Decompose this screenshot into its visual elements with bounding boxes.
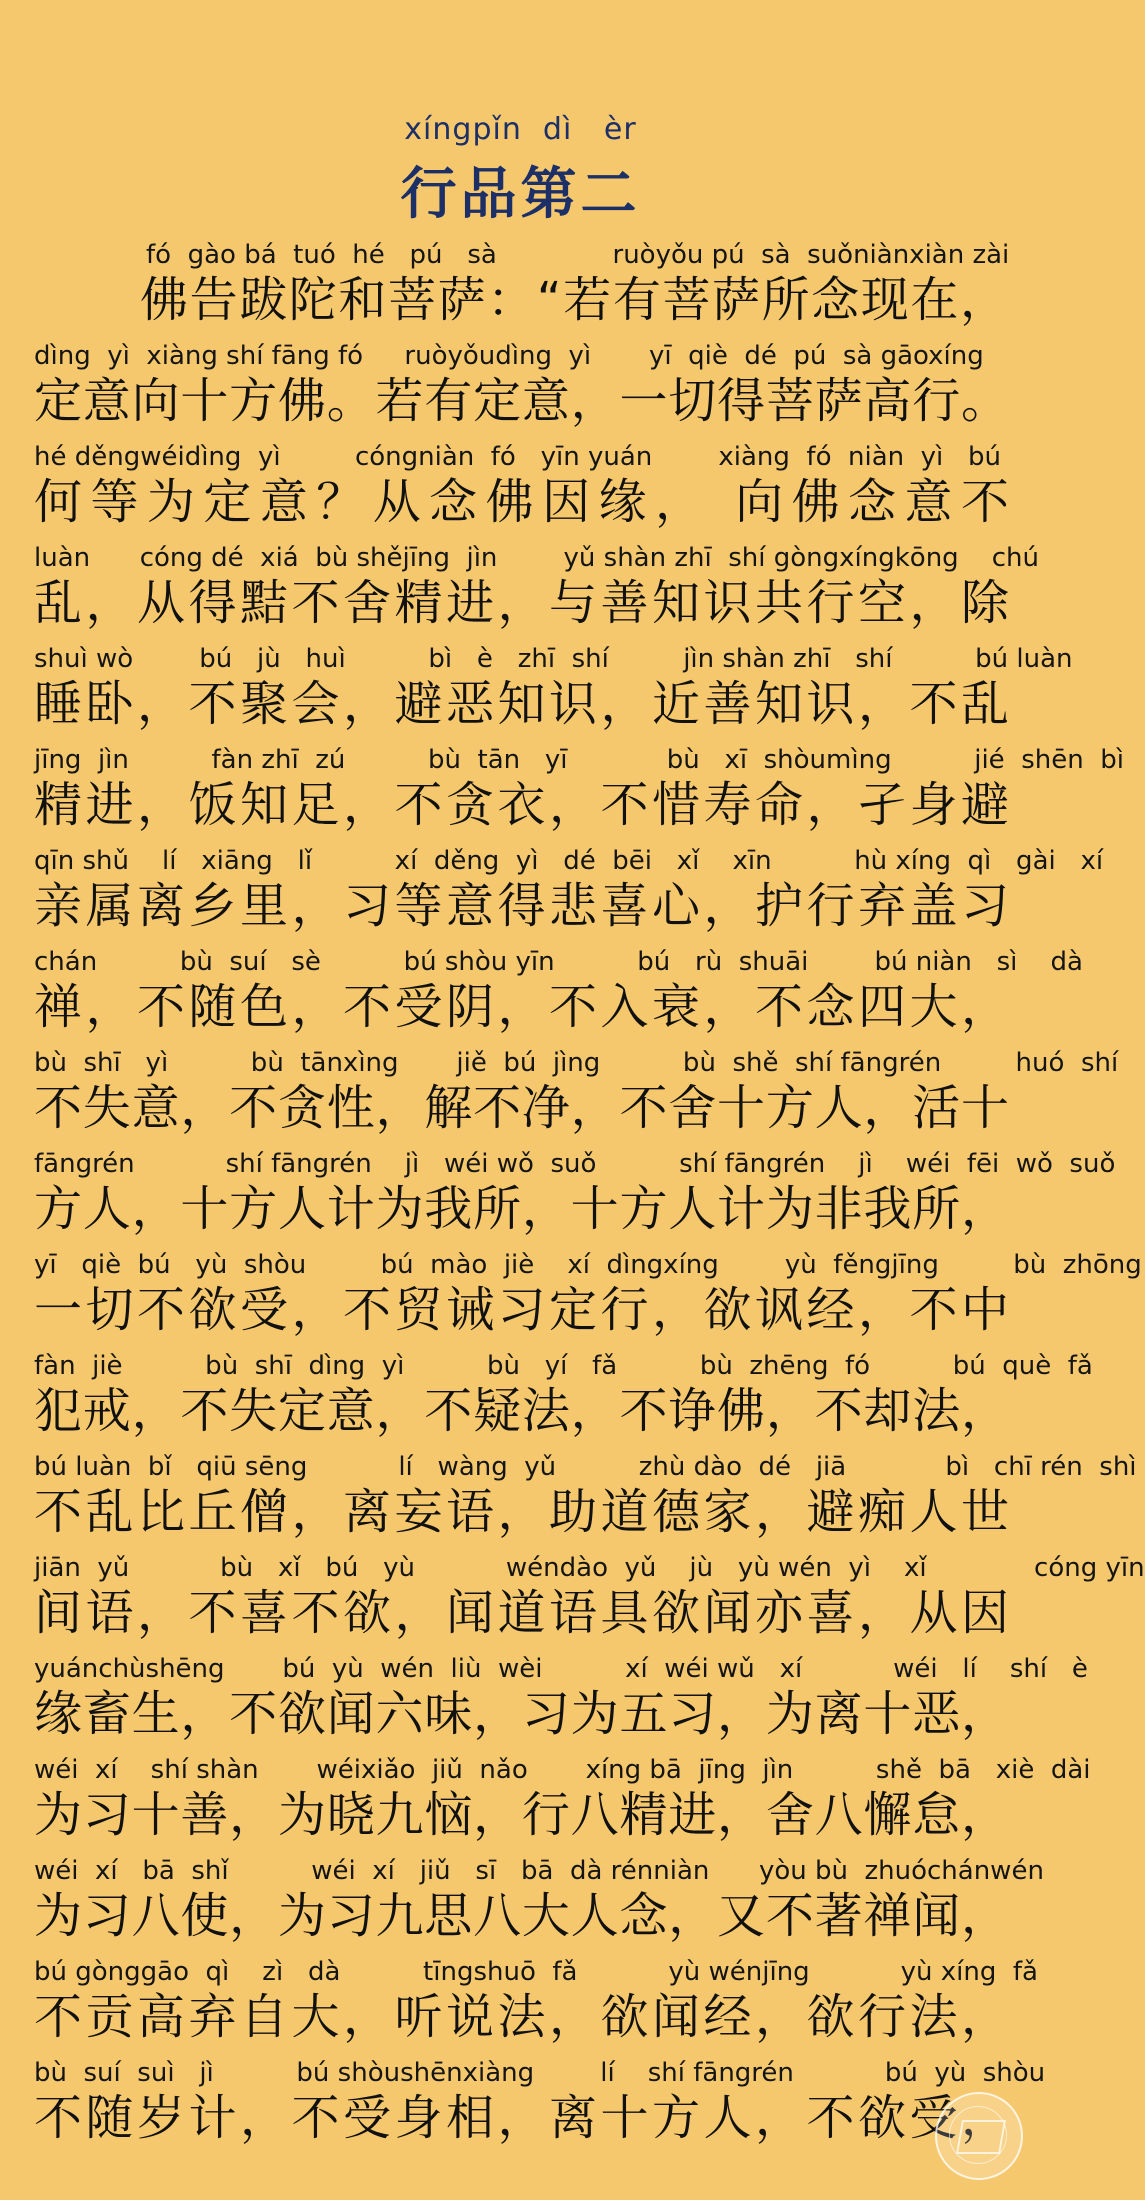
verse-line: [0, 1856, 1044, 1956]
verse-text: 亲属离乡里，习等意得悲喜心，护行弃盖习: [34, 878, 1009, 934]
verse-text: 犯戒，不失定意，不疑法，不诤佛，不却法，: [34, 1383, 1009, 1439]
verse-pinyin: yuánchùshēng bú yù wén liù wèi xí wéi wǔ xí wéi lí shí è: [34, 1654, 1088, 1684]
verse-line: [0, 2058, 1046, 2158]
verse-pinyin: dìng yì xiàng shí fāng fó ruòyǒudìng yì yī qiè dé pú sà gāoxíng: [34, 341, 984, 371]
verse-line: [0, 1755, 1091, 1855]
verse-line: [0, 341, 1041, 441]
verse-pinyin: yī qiè bú yù shòu bú mào jiè xí dìngxíng yù fěngjīng bù zhōng: [34, 1250, 1142, 1280]
verse-pinyin: fó gào bá tuó hé pú sà ruòyǒu pú sà suǒniànxiàn zài: [146, 240, 1010, 270]
verse-pinyin: luàn cóng dé xiá bù shějīng jìn yǔ shàn zhī shí gòngxíngkōng chú: [34, 543, 1039, 573]
verse-pinyin: bù shī yì bù tānxìng jiě bú jìng bù shě shí fāngrén huó shí: [34, 1048, 1119, 1078]
verse-pinyin: jiān yǔ bù xǐ bú yù wéndào yǔ jù yù wén yì xǐ cóng yīn: [34, 1553, 1145, 1583]
verse-pinyin: bú luàn bǐ qiū sēng lí wàng yǔ zhù dào dé jiā bì chī rén shì: [34, 1452, 1137, 1482]
verse-text: 不贡高弃自大，听说法，欲闻经，欲行法，: [34, 1989, 1009, 2045]
verse-text: 缘畜生，不欲闻六味，习为五习，为离十恶，: [34, 1686, 1009, 1742]
verse-text: 不乱比丘僧，离妄语，助道德家，避痴人世: [34, 1484, 1009, 1540]
verse-text: 禅，不随色，不受阴，不入衰，不念四大，: [34, 979, 1009, 1035]
verse-text: 为习八使，为习九思八大人念，又不著禅闻，: [34, 1888, 1009, 1944]
verse-pinyin: hé děngwéidìng yì cóngniàn fó yīn yuán xiàng fó niàn yì bú: [34, 442, 1002, 472]
verse-text: 佛告跋陀和菩萨：“若有菩萨所念现在，: [140, 272, 1008, 328]
seal-emblem-icon: [956, 2120, 1006, 2154]
verse-text: 不失意，不贪性，解不净，不舍十方人，活十: [34, 1080, 1009, 1136]
verse-line: [0, 1957, 1041, 2057]
chapter-title: 行品第二: [400, 162, 641, 227]
verse-line: [0, 644, 1073, 744]
verse-line: [0, 745, 1124, 845]
verse-pinyin: wéi xí bā shǐ wéi xí jiǔ sī bā dà rénniàn yòu bù zhuóchánwén: [34, 1856, 1044, 1886]
verse-line: [0, 1250, 1142, 1350]
verse-text: 精进，饭知足，不贪衣，不惜寿命，孑身避: [34, 777, 1009, 833]
verse-line: [0, 947, 1083, 1047]
verse-pinyin: jīng jìn fàn zhī zú bù tān yī bù xī shòumìng jié shēn bì: [34, 745, 1124, 775]
verse-line: [0, 1654, 1088, 1754]
verse-pinyin: chán bù suí sè bú shòu yīn bú rù shuāi bú niàn sì dà: [34, 947, 1083, 977]
verse-text: 定意向十方佛。若有定意，一切得菩萨高行。: [34, 373, 1009, 429]
verse-line: [0, 1351, 1093, 1451]
verse-line: [0, 1048, 1119, 1148]
verse-text: 方人，十方人计为我所，十方人计为非我所，: [34, 1181, 1009, 1237]
watermark-seal-icon: [935, 2092, 1023, 2180]
verse-text: 一切不欲受，不贸诫习定行，欲讽经，不中: [34, 1282, 1009, 1338]
verse-line: [0, 1452, 1137, 1552]
verse-pinyin: shuì wò bú jù huì bì è zhī shí jìn shàn zhī shí bú luàn: [34, 644, 1073, 674]
verse-pinyin: fàn jiè bù shī dìng yì bù yí fǎ bù zhēng fó bú què fǎ: [34, 1351, 1093, 1381]
verse-text: 不随岁计，不受身相，离十方人，不欲受，: [34, 2090, 1009, 2146]
verse-text: 间语，不喜不欲，闻道语具欲闻亦喜，从因: [34, 1585, 1009, 1641]
verse-line: [0, 543, 1041, 643]
verse-text: 为习十善，为晓九恼，行八精进，舍八懈怠，: [34, 1787, 1009, 1843]
verse-line: [0, 1149, 1116, 1249]
title-pinyin: xíngpǐn dì èr: [404, 112, 637, 147]
verse-text: 何等为定意？从念佛因缘， 向佛念意不: [34, 474, 1009, 530]
verse-pinyin: wéi xí shí shàn wéixiǎo jiǔ nǎo xíng bā jīng jìn shě bā xiè dài: [34, 1755, 1091, 1785]
verse-line: [0, 442, 1041, 542]
verse-text: 睡卧，不聚会，避恶知识，近善知识，不乱: [34, 676, 1009, 732]
verse-pinyin: bú gònggāo qì zì dà tīngshuō fǎ yù wénjīng yù xíng fǎ: [34, 1957, 1038, 1987]
verse-text: 乱，从得黠不舍精进，与善知识共行空，除: [34, 575, 1009, 631]
verse-line: [0, 846, 1104, 946]
verse-pinyin: fāngrén shí fāngrén jì wéi wǒ suǒ shí fāngrén jì wéi fēi wǒ suǒ: [34, 1149, 1116, 1179]
verse-pinyin: bù suí suì jì bú shòushēnxiàng lí shí fāngrén bú yù shòu: [34, 2058, 1046, 2088]
verse-line: [0, 240, 1041, 340]
verse-pinyin: qīn shǔ lí xiāng lǐ xí děng yì dé bēi xǐ xīn hù xíng qì gài xí: [34, 846, 1104, 876]
verse-line: [0, 1553, 1145, 1653]
